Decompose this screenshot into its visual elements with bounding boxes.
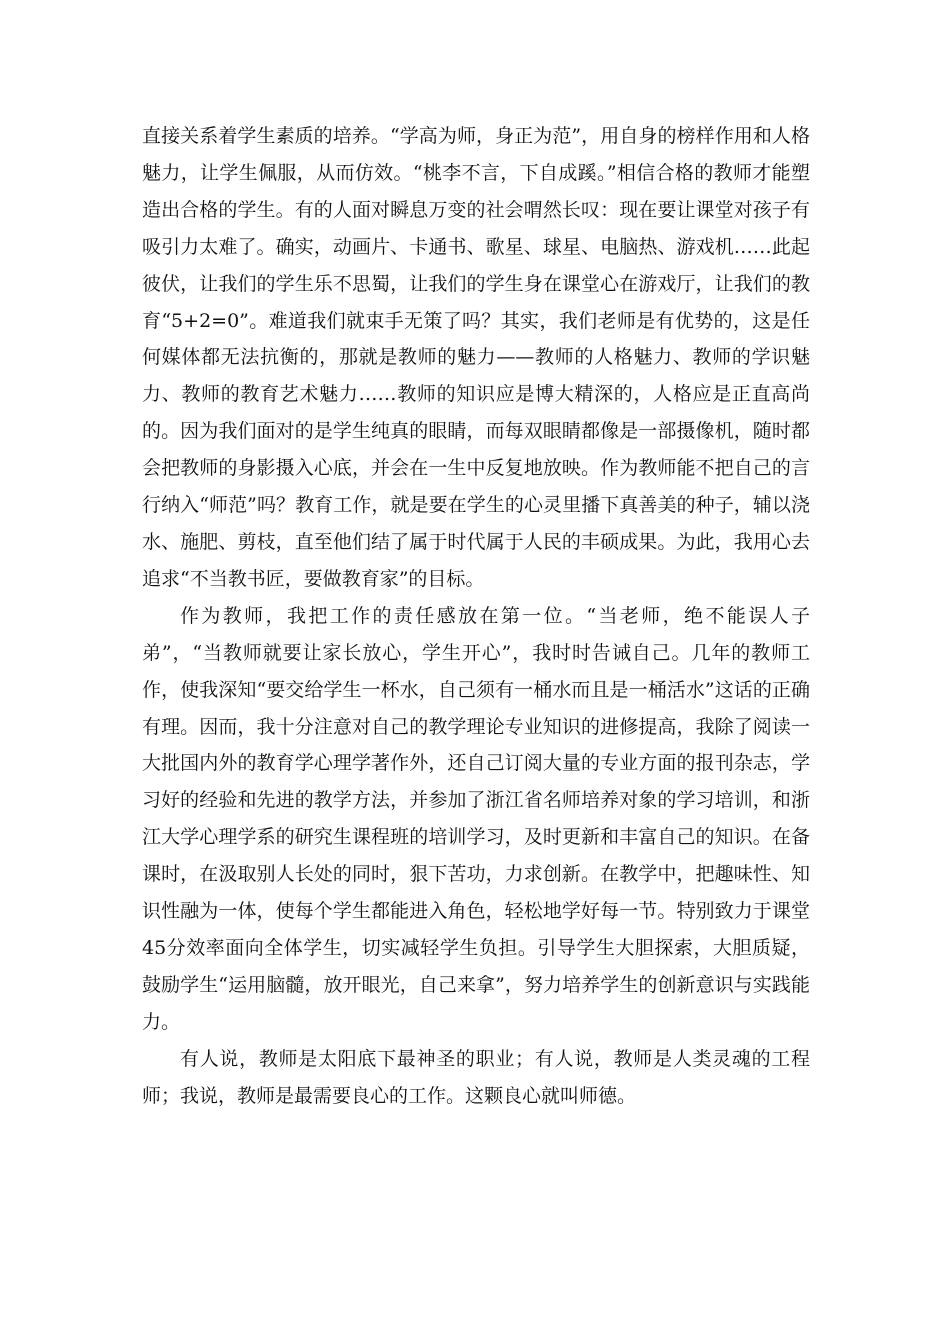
paragraph-conclusion: 有人说，教师是太阳底下最神圣的职业；有人说，教师是人类灵魂的工程师；我说，教师是最需要良心的工作。这颗良心就叫师德。: [142, 1047, 810, 1107]
paragraph-responsibility: 作为教师，我把工作的责任感放在第一位。“当老师，绝不能误人子弟”，“当教师就要让家长放心，学生开心”，我时时告诫自己。几年的教师工作，使我深知“要交给学生一杯水，自己须有一桶水而且是一桶活水”这话的正确有理。因而，我十分注意对自己的教学理论专业知识的进修提高，我除了阅读一大批国内外的教育学心理学著作外，还自己订阅大量的专业方面的报刊杂志，学习好的经验和先进的教学方法，并参加了浙江省名师培养对象的学习培训，和浙江大学心理学系的研究生课程班的培训学习，及时更新和丰富自己的知识。在备课时，在汲取别人长处的同时，狠下苦功，力求创新。在教学中，把趣味性、知识性融为一体，使每个学生都能进入角色，轻松地学好每一节。特别致力于课堂45分效率面向全体学生，切实减轻学生负担。引导学生大胆探索，大胆质疑，鼓励学生“运用脑髓，放开眼光，自己来拿”，努力培养学生的创新意识与实践能力。: [142, 604, 810, 1033]
paragraph-continuation: 直接关系着学生素质的培养。“学高为师，身正为范”，用自身的榜样作用和人格魅力，让学生佩服，从而仿效。“桃李不言，下自成蹊。”相信合格的教师才能塑造出合格的学生。有的人面对瞬息万变的社会喟然长叹：现在要让课堂对孩子有吸引力太难了。确实，动画片、卡通书、歌星、球星、电脑热、游戏机……此起彼伏，让我们的学生乐不思蜀，让我们的学生身在课堂心在游戏厅，让我们的教育“5+2=0”。难道我们就束手无策了吗？其实，我们老师是有优势的，这是任何媒体都无法抗衡的，那就是教师的魅力——教师的人格魅力、教师的学识魅力、教师的教育艺术魅力……教师的知识应是博大精深的，人格应是正直高尚的。因为我们面对的是学生纯真的眼睛，而每双眼睛都像是一部摄像机，随时都会把教师的身影摄入心底，并会在一生中反复地放映。作为教师能不把自己的言行纳入“师范”吗？教育工作，就是要在学生的心灵里播下真善美的种子，辅以浇水、施肥、剪枝，直至他们结了属于时代属于人民的丰硕成果。为此，我用心去追求“不当教书匠，要做教育家”的目标。: [142, 125, 810, 590]
document-body: [142, 118, 810, 1114]
